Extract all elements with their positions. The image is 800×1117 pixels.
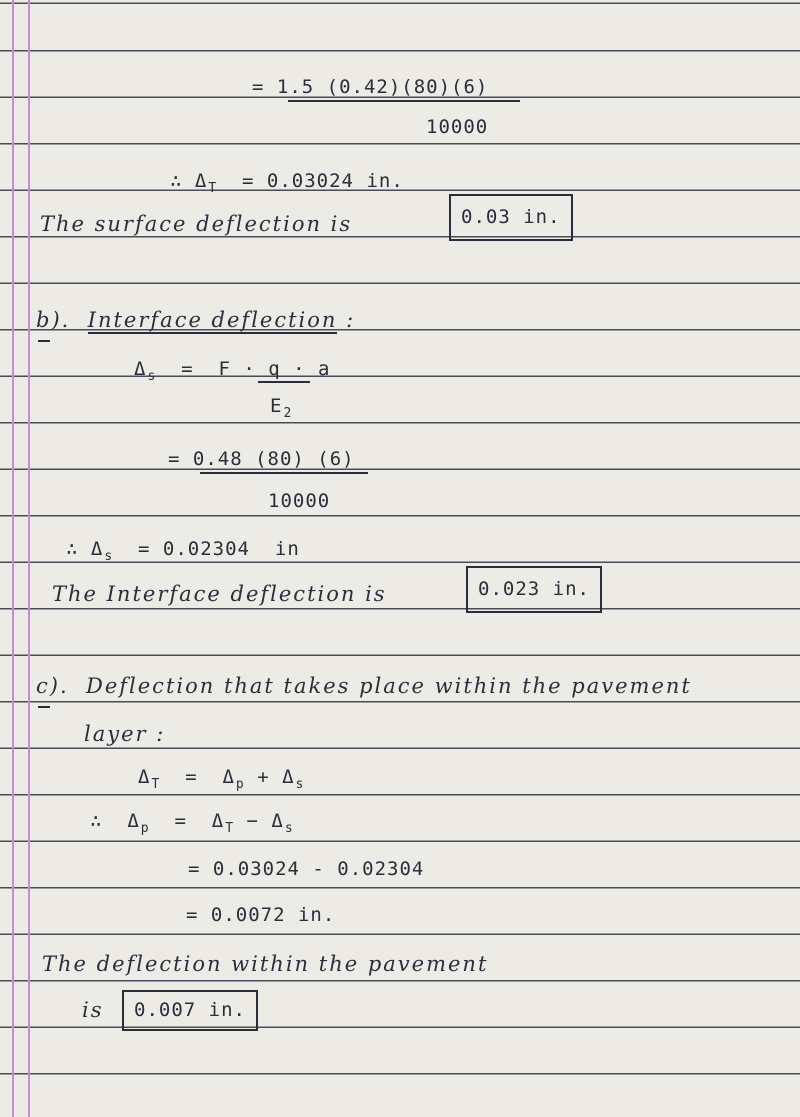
- part-c-equation-1: $\Delta_T = \Delta_p + \Delta_s$: [138, 766, 305, 792]
- part-c-equation-2: ∴ $\Delta_p = \Delta_T - \Delta_s$: [90, 810, 294, 836]
- part-c-heading-line1: Deflection that takes place within the pavement: [86, 674, 692, 698]
- part-a-result-value: 0.03024: [266, 170, 354, 192]
- part-b-result: ∴ $\Delta_s = 0.02304$ in: [66, 538, 300, 564]
- part-a-numerator-value: 1.5 (0.42)(80)(6): [276, 76, 489, 98]
- part-b-formula-numerator: F · q · a: [218, 358, 331, 380]
- part-b-answer-box: 0.023 in.: [466, 566, 602, 613]
- part-b-conclusion: The Interface deflection is: [52, 582, 387, 606]
- part-b-substitution-bar: [200, 472, 368, 474]
- part-c-heading-line2: layer :: [84, 722, 166, 746]
- part-b-heading-text: Interface deflection: [87, 308, 338, 332]
- part-b-formula-denominator: $E_2$: [270, 395, 293, 421]
- part-c-result: = 0.0072 in.: [186, 904, 336, 926]
- part-b-label-underline: [38, 340, 50, 342]
- part-c-label-underline: [38, 706, 50, 708]
- part-a-fraction-bar: [288, 100, 520, 102]
- part-b-formula: $\Delta_s = F \cdot q \cdot a$: [134, 358, 331, 384]
- part-b-unit: in: [274, 538, 300, 560]
- part-c-result-value: 0.0072: [210, 904, 286, 926]
- part-a-unit: in.: [366, 170, 404, 192]
- part-a-result: ∴ $\Delta_T = 0.03024$ in.: [170, 170, 404, 196]
- part-c-answer-box: 0.007 in.: [122, 990, 258, 1031]
- part-a-numerator: = 1.5 (0.42)(80)(6): [252, 76, 489, 98]
- part-b-result-value: 0.02304: [162, 538, 250, 560]
- part-b-formula-bar: [258, 381, 310, 383]
- part-a-answer-box: 0.03 in.: [449, 194, 573, 241]
- margin-line-outer: [12, 0, 14, 1117]
- part-b-heading: b). Interface deflection :: [36, 308, 356, 332]
- part-c-heading: [36, 674, 692, 698]
- part-c-substitution-value: 0.03024 - 0.02304: [212, 858, 425, 880]
- part-c-label: c).: [36, 674, 69, 698]
- part-b-formula-denominator-sub: 2: [283, 406, 293, 421]
- part-c-substitution: = 0.03024 - 0.02304: [188, 858, 425, 880]
- margin-line-inner: [28, 0, 30, 1117]
- part-c-conclusion-line1: The deflection within the pavement: [42, 952, 489, 976]
- part-c-conclusion-line2: is: [82, 998, 104, 1022]
- part-b-substitution: = 0.48 (80) (6): [168, 448, 355, 470]
- part-b-substitution-denominator: 10000: [268, 490, 331, 512]
- part-c-unit: in.: [297, 904, 336, 926]
- part-a-conclusion: The surface deflection is: [40, 212, 353, 236]
- part-a-denominator: 10000: [426, 116, 489, 138]
- part-b-substitution-numerator: 0.48 (80) (6): [192, 448, 355, 470]
- part-b-label: b).: [36, 308, 71, 332]
